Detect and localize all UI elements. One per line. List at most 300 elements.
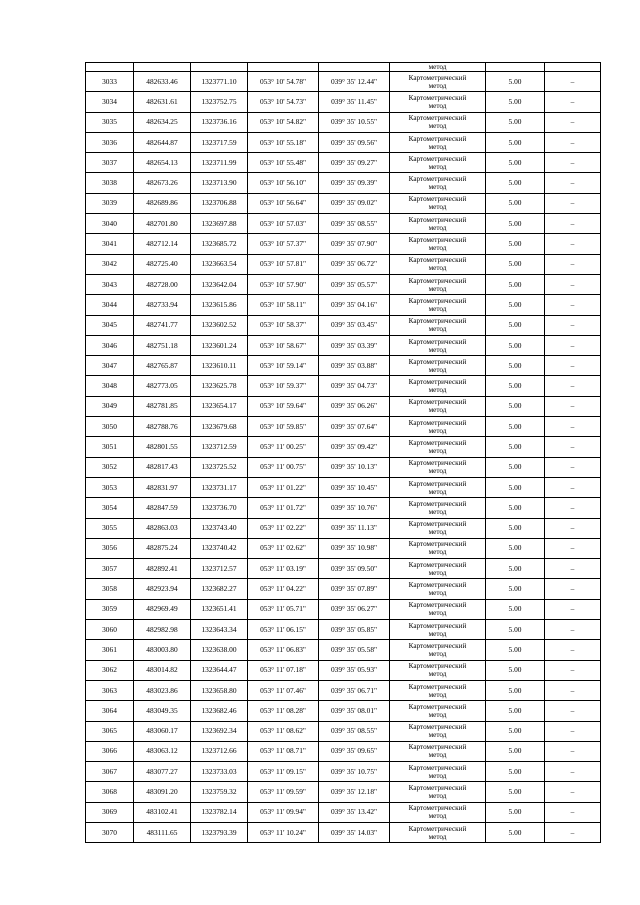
accuracy-cell: 5.00: [486, 315, 545, 335]
note-cell: –: [545, 112, 601, 132]
y-coordinate-cell: 1323736.16: [191, 112, 248, 132]
x-coordinate-cell: 482817.43: [134, 457, 191, 477]
method-line-2: метод: [428, 122, 447, 131]
point-number-cell: 3062: [86, 660, 134, 680]
method-line-2: метод: [428, 284, 447, 293]
latitude-cell: 053° 11' 08.62": [248, 721, 319, 741]
table-row: [86, 153, 601, 173]
table-row: [86, 559, 601, 579]
point-number-cell: 3033: [86, 72, 134, 92]
method-line-2: метод: [428, 629, 447, 638]
table-row: [86, 254, 601, 274]
y-coordinate-cell: 1323713.90: [191, 173, 248, 193]
latitude-cell: 053° 10' 55.18": [248, 132, 319, 152]
table-row: [86, 620, 601, 640]
method-line-1: Картометрический: [408, 540, 467, 549]
method-line-2: метод: [428, 345, 447, 354]
method-line-1: Картометрический: [408, 784, 467, 793]
latitude-cell: [248, 63, 319, 72]
longitude-cell: 039° 35' 09.02": [319, 193, 390, 213]
method-line-2: метод: [428, 649, 447, 658]
table-row: [86, 72, 601, 92]
method-cell: [390, 437, 486, 457]
point-number-cell: 3048: [86, 376, 134, 396]
latitude-cell: 053° 11' 06.83": [248, 640, 319, 660]
accuracy-cell: 5.00: [486, 579, 545, 599]
method-line-1: Картометрический: [408, 499, 467, 508]
method-line-1: Картометрический: [408, 662, 467, 671]
method-line-2: метод: [428, 365, 447, 374]
method-line-2: метод: [428, 751, 447, 760]
longitude-cell: 039° 35' 09.42": [319, 437, 390, 457]
y-coordinate-cell: [191, 63, 248, 72]
table-row: [86, 417, 601, 437]
table-row: [86, 274, 601, 294]
point-number-cell: 3038: [86, 173, 134, 193]
accuracy-cell: 5.00: [486, 457, 545, 477]
accuracy-cell: 5.00: [486, 72, 545, 92]
accuracy-cell: 5.00: [486, 132, 545, 152]
method-line-2: метод: [428, 63, 447, 71]
y-coordinate-cell: 1323697.88: [191, 214, 248, 234]
method-line-2: метод: [428, 670, 447, 679]
note-cell: –: [545, 559, 601, 579]
table-row: [86, 112, 601, 132]
note-cell: –: [545, 477, 601, 497]
method-line-2: метод: [428, 325, 447, 334]
latitude-cell: 053° 10' 54.82": [248, 112, 319, 132]
note-cell: –: [545, 620, 601, 640]
accuracy-cell: 5.00: [486, 214, 545, 234]
method-cell: [390, 538, 486, 558]
accuracy-cell: 5.00: [486, 153, 545, 173]
method-line-1: Картометрический: [408, 398, 467, 407]
latitude-cell: 053° 11' 03.19": [248, 559, 319, 579]
method-cell: [390, 498, 486, 518]
accuracy-cell: 5.00: [486, 417, 545, 437]
latitude-cell: 053° 11' 01.22": [248, 477, 319, 497]
accuracy-cell: 5.00: [486, 112, 545, 132]
accuracy-cell: 5.00: [486, 762, 545, 782]
latitude-cell: 053° 11' 06.15": [248, 620, 319, 640]
y-coordinate-cell: 1323793.39: [191, 822, 248, 842]
method-line-2: метод: [428, 223, 447, 232]
method-line-1: Картометрический: [408, 560, 467, 569]
method-line-2: метод: [428, 446, 447, 455]
method-line-1: Картометрический: [408, 723, 467, 732]
table-row: [86, 822, 601, 842]
latitude-cell: 053° 10' 56.64": [248, 193, 319, 213]
method-cell: [390, 457, 486, 477]
y-coordinate-cell: 1323782.14: [191, 802, 248, 822]
method-line-1: Картометрический: [408, 743, 467, 752]
table-body: [86, 63, 601, 843]
method-line-1: Картометрический: [408, 702, 467, 711]
longitude-cell: 039° 35' 11.13": [319, 518, 390, 538]
y-coordinate-cell: 1323752.75: [191, 92, 248, 112]
latitude-cell: 053° 11' 07.18": [248, 660, 319, 680]
latitude-cell: 053° 10' 56.10": [248, 173, 319, 193]
latitude-cell: 053° 11' 00.75": [248, 457, 319, 477]
method-line-2: метод: [428, 589, 447, 598]
x-coordinate-cell: 482644.87: [134, 132, 191, 152]
longitude-cell: 039° 35' 07.64": [319, 417, 390, 437]
longitude-cell: 039° 35' 11.45": [319, 92, 390, 112]
method-line-2: метод: [428, 244, 447, 253]
point-number-cell: 3044: [86, 295, 134, 315]
x-coordinate-cell: 482765.87: [134, 356, 191, 376]
latitude-cell: 053° 11' 07.46": [248, 680, 319, 700]
method-line-1: Картометрический: [408, 73, 467, 82]
method-cell: [390, 132, 486, 152]
note-cell: [545, 63, 601, 72]
latitude-cell: 053° 10' 59.14": [248, 356, 319, 376]
method-cell: [390, 92, 486, 112]
table-row: [86, 782, 601, 802]
y-coordinate-cell: 1323638.00: [191, 640, 248, 660]
method-line-1: Картометрический: [408, 621, 467, 630]
point-number-cell: 3041: [86, 234, 134, 254]
longitude-cell: 039° 35' 06.26": [319, 396, 390, 416]
latitude-cell: 053° 10' 58.67": [248, 335, 319, 355]
method-line-2: метод: [428, 406, 447, 415]
note-cell: –: [545, 721, 601, 741]
method-line-1: Картометрический: [408, 479, 467, 488]
accuracy-cell: 5.00: [486, 335, 545, 355]
accuracy-cell: 5.00: [486, 538, 545, 558]
note-cell: –: [545, 660, 601, 680]
method-line-2: метод: [428, 568, 447, 577]
table-row: [86, 396, 601, 416]
x-coordinate-cell: 482781.85: [134, 396, 191, 416]
method-line-1: Картометрический: [408, 296, 467, 305]
point-number-cell: 3064: [86, 701, 134, 721]
method-line-1: Картометрический: [408, 93, 467, 102]
point-number-cell: 3042: [86, 254, 134, 274]
method-cell: [390, 579, 486, 599]
method-cell: [390, 822, 486, 842]
accuracy-cell: 5.00: [486, 599, 545, 619]
note-cell: –: [545, 92, 601, 112]
latitude-cell: 053° 11' 09.59": [248, 782, 319, 802]
method-line-1: Картометрический: [408, 641, 467, 650]
method-cell: [390, 173, 486, 193]
accuracy-cell: 5.00: [486, 234, 545, 254]
table-row: [86, 315, 601, 335]
x-coordinate-cell: [134, 63, 191, 72]
accuracy-cell: 5.00: [486, 396, 545, 416]
longitude-cell: 039° 35' 10.98": [319, 538, 390, 558]
method-cell: [390, 599, 486, 619]
note-cell: –: [545, 579, 601, 599]
longitude-cell: 039° 35' 03.45": [319, 315, 390, 335]
x-coordinate-cell: 483063.12: [134, 741, 191, 761]
accuracy-cell: 5.00: [486, 680, 545, 700]
point-number-cell: 3061: [86, 640, 134, 660]
y-coordinate-cell: 1323743.40: [191, 518, 248, 538]
accuracy-cell: 5.00: [486, 376, 545, 396]
y-coordinate-cell: 1323642.04: [191, 274, 248, 294]
accuracy-cell: 5.00: [486, 701, 545, 721]
method-line-2: метод: [428, 101, 447, 110]
point-number-cell: 3068: [86, 782, 134, 802]
latitude-cell: 053° 11' 10.24": [248, 822, 319, 842]
point-number-cell: 3039: [86, 193, 134, 213]
y-coordinate-cell: 1323644.47: [191, 660, 248, 680]
accuracy-cell: 5.00: [486, 559, 545, 579]
x-coordinate-cell: 482728.00: [134, 274, 191, 294]
y-coordinate-cell: 1323651.41: [191, 599, 248, 619]
method-cell: [390, 417, 486, 437]
point-number-cell: 3043: [86, 274, 134, 294]
table-row: [86, 518, 601, 538]
point-number-cell: 3056: [86, 538, 134, 558]
point-number-cell: 3069: [86, 802, 134, 822]
latitude-cell: 053° 11' 05.71": [248, 599, 319, 619]
method-cell: [390, 153, 486, 173]
table-row: [86, 356, 601, 376]
method-line-1: Картометрический: [408, 804, 467, 813]
latitude-cell: 053° 10' 54.73": [248, 92, 319, 112]
method-line-2: метод: [428, 731, 447, 740]
table-row: [86, 498, 601, 518]
point-number-cell: 3034: [86, 92, 134, 112]
latitude-cell: 053° 11' 00.25": [248, 437, 319, 457]
note-cell: –: [545, 376, 601, 396]
note-cell: –: [545, 274, 601, 294]
accuracy-cell: 5.00: [486, 721, 545, 741]
longitude-cell: 039° 35' 08.01": [319, 701, 390, 721]
table-row: [86, 579, 601, 599]
y-coordinate-cell: 1323625.78: [191, 376, 248, 396]
table-row: [86, 802, 601, 822]
note-cell: –: [545, 72, 601, 92]
latitude-cell: 053° 11' 01.72": [248, 498, 319, 518]
latitude-cell: 053° 10' 57.03": [248, 214, 319, 234]
method-cell: [390, 701, 486, 721]
latitude-cell: 053° 10' 57.37": [248, 234, 319, 254]
longitude-cell: 039° 35' 10.55": [319, 112, 390, 132]
note-cell: –: [545, 680, 601, 700]
method-cell: [390, 802, 486, 822]
method-line-2: метод: [428, 548, 447, 557]
method-line-2: метод: [428, 609, 447, 618]
method-line-2: метод: [428, 183, 447, 192]
x-coordinate-cell: 482847.59: [134, 498, 191, 518]
y-coordinate-cell: 1323711.99: [191, 153, 248, 173]
x-coordinate-cell: 482701.80: [134, 214, 191, 234]
point-number-cell: 3045: [86, 315, 134, 335]
y-coordinate-cell: 1323731.17: [191, 477, 248, 497]
accuracy-cell: 5.00: [486, 274, 545, 294]
longitude-cell: 039° 35' 04.16": [319, 295, 390, 315]
x-coordinate-cell: 482923.94: [134, 579, 191, 599]
x-coordinate-cell: 482633.46: [134, 72, 191, 92]
y-coordinate-cell: 1323706.88: [191, 193, 248, 213]
y-coordinate-cell: 1323679.68: [191, 417, 248, 437]
longitude-cell: 039° 35' 07.89": [319, 579, 390, 599]
note-cell: –: [545, 701, 601, 721]
longitude-cell: 039° 35' 03.39": [319, 335, 390, 355]
longitude-cell: 039° 35' 13.42": [319, 802, 390, 822]
method-cell: [390, 193, 486, 213]
x-coordinate-cell: 482863.03: [134, 518, 191, 538]
point-number-cell: 3070: [86, 822, 134, 842]
x-coordinate-cell: 482892.41: [134, 559, 191, 579]
latitude-cell: 053° 10' 57.90": [248, 274, 319, 294]
latitude-cell: 053° 10' 54.78": [248, 72, 319, 92]
table-row: [86, 92, 601, 112]
method-line-2: метод: [428, 690, 447, 699]
y-coordinate-cell: 1323759.32: [191, 782, 248, 802]
x-coordinate-cell: 482634.25: [134, 112, 191, 132]
accuracy-cell: [486, 63, 545, 72]
method-line-2: метод: [428, 792, 447, 801]
method-line-1: Картометрический: [408, 824, 467, 833]
longitude-cell: [319, 63, 390, 72]
method-cell: [390, 741, 486, 761]
y-coordinate-cell: 1323685.72: [191, 234, 248, 254]
latitude-cell: 053° 10' 58.37": [248, 315, 319, 335]
table-row: [86, 721, 601, 741]
point-number-cell: 3037: [86, 153, 134, 173]
y-coordinate-cell: 1323663.54: [191, 254, 248, 274]
longitude-cell: 039° 35' 06.72": [319, 254, 390, 274]
method-line-1: Картометрический: [408, 337, 467, 346]
method-line-1: Картометрический: [408, 195, 467, 204]
table-row: [86, 660, 601, 680]
y-coordinate-cell: 1323658.80: [191, 680, 248, 700]
y-coordinate-cell: 1323733.03: [191, 762, 248, 782]
latitude-cell: 053° 11' 02.22": [248, 518, 319, 538]
longitude-cell: 039° 35' 07.90": [319, 234, 390, 254]
accuracy-cell: 5.00: [486, 173, 545, 193]
longitude-cell: 039° 35' 09.50": [319, 559, 390, 579]
note-cell: –: [545, 315, 601, 335]
method-cell: [390, 660, 486, 680]
method-line-1: Картометрический: [408, 317, 467, 326]
method-line-2: метод: [428, 812, 447, 821]
note-cell: –: [545, 782, 601, 802]
note-cell: –: [545, 132, 601, 152]
note-cell: –: [545, 335, 601, 355]
longitude-cell: 039° 35' 14.03": [319, 822, 390, 842]
x-coordinate-cell: 483111.65: [134, 822, 191, 842]
table-row: [86, 132, 601, 152]
x-coordinate-cell: 482733.94: [134, 295, 191, 315]
latitude-cell: 053° 11' 08.28": [248, 701, 319, 721]
x-coordinate-cell: 482654.13: [134, 153, 191, 173]
latitude-cell: 053° 11' 04.22": [248, 579, 319, 599]
x-coordinate-cell: 483077.27: [134, 762, 191, 782]
longitude-cell: 039° 35' 08.55": [319, 721, 390, 741]
table-row: [86, 680, 601, 700]
method-line-2: метод: [428, 304, 447, 313]
accuracy-cell: 5.00: [486, 498, 545, 518]
longitude-cell: 039° 35' 09.65": [319, 741, 390, 761]
longitude-cell: 039° 35' 10.45": [319, 477, 390, 497]
note-cell: –: [545, 822, 601, 842]
method-cell: [390, 559, 486, 579]
accuracy-cell: 5.00: [486, 92, 545, 112]
method-line-1: Картометрический: [408, 134, 467, 143]
y-coordinate-cell: 1323771.10: [191, 72, 248, 92]
table-row: [86, 457, 601, 477]
method-cell: [390, 640, 486, 660]
method-line-1: Картометрический: [408, 581, 467, 590]
accuracy-cell: 5.00: [486, 254, 545, 274]
latitude-cell: 053° 11' 02.62": [248, 538, 319, 558]
y-coordinate-cell: 1323725.52: [191, 457, 248, 477]
method-cell: [390, 762, 486, 782]
table-row: [86, 640, 601, 660]
point-number-cell: 3035: [86, 112, 134, 132]
x-coordinate-cell: 482689.86: [134, 193, 191, 213]
point-number-cell: 3057: [86, 559, 134, 579]
accuracy-cell: 5.00: [486, 477, 545, 497]
x-coordinate-cell: 483060.17: [134, 721, 191, 741]
longitude-cell: 039° 35' 12.44": [319, 72, 390, 92]
table-row: [86, 437, 601, 457]
y-coordinate-cell: 1323654.17: [191, 396, 248, 416]
latitude-cell: 053° 10' 55.48": [248, 153, 319, 173]
table-row-continuation: [86, 63, 601, 72]
accuracy-cell: 5.00: [486, 193, 545, 213]
note-cell: –: [545, 802, 601, 822]
note-cell: –: [545, 295, 601, 315]
method-line-2: метод: [428, 771, 447, 780]
y-coordinate-cell: 1323712.57: [191, 559, 248, 579]
point-number-cell: 3058: [86, 579, 134, 599]
method-cell: [390, 680, 486, 700]
method-line-1: Картометрический: [408, 215, 467, 224]
x-coordinate-cell: 483102.41: [134, 802, 191, 822]
accuracy-cell: 5.00: [486, 660, 545, 680]
longitude-cell: 039° 35' 03.88": [319, 356, 390, 376]
method-line-2: метод: [428, 142, 447, 151]
y-coordinate-cell: 1323682.27: [191, 579, 248, 599]
method-line-2: метод: [428, 426, 447, 435]
method-cell: [390, 396, 486, 416]
note-cell: –: [545, 599, 601, 619]
point-number-cell: 3059: [86, 599, 134, 619]
point-number-cell: 3065: [86, 721, 134, 741]
x-coordinate-cell: 482712.14: [134, 234, 191, 254]
y-coordinate-cell: 1323610.11: [191, 356, 248, 376]
x-coordinate-cell: 482751.18: [134, 335, 191, 355]
method-line-2: метод: [428, 528, 447, 537]
longitude-cell: 039° 35' 06.27": [319, 599, 390, 619]
method-line-1: Картометрический: [408, 682, 467, 691]
method-line-2: метод: [428, 203, 447, 212]
method-cell: [390, 214, 486, 234]
y-coordinate-cell: 1323692.34: [191, 721, 248, 741]
method-line-1: Картометрический: [408, 357, 467, 366]
accuracy-cell: 5.00: [486, 822, 545, 842]
latitude-cell: 053° 10' 59.85": [248, 417, 319, 437]
point-number-cell: 3050: [86, 417, 134, 437]
x-coordinate-cell: 483014.82: [134, 660, 191, 680]
accuracy-cell: 5.00: [486, 640, 545, 660]
table-row: [86, 234, 601, 254]
longitude-cell: 039° 35' 05.85": [319, 620, 390, 640]
longitude-cell: 039° 35' 09.56": [319, 132, 390, 152]
accuracy-cell: 5.00: [486, 356, 545, 376]
method-cell: [390, 234, 486, 254]
method-line-1: Картометрический: [408, 520, 467, 529]
method-line-1: Картометрический: [408, 276, 467, 285]
method-line-1: Картометрический: [408, 236, 467, 245]
